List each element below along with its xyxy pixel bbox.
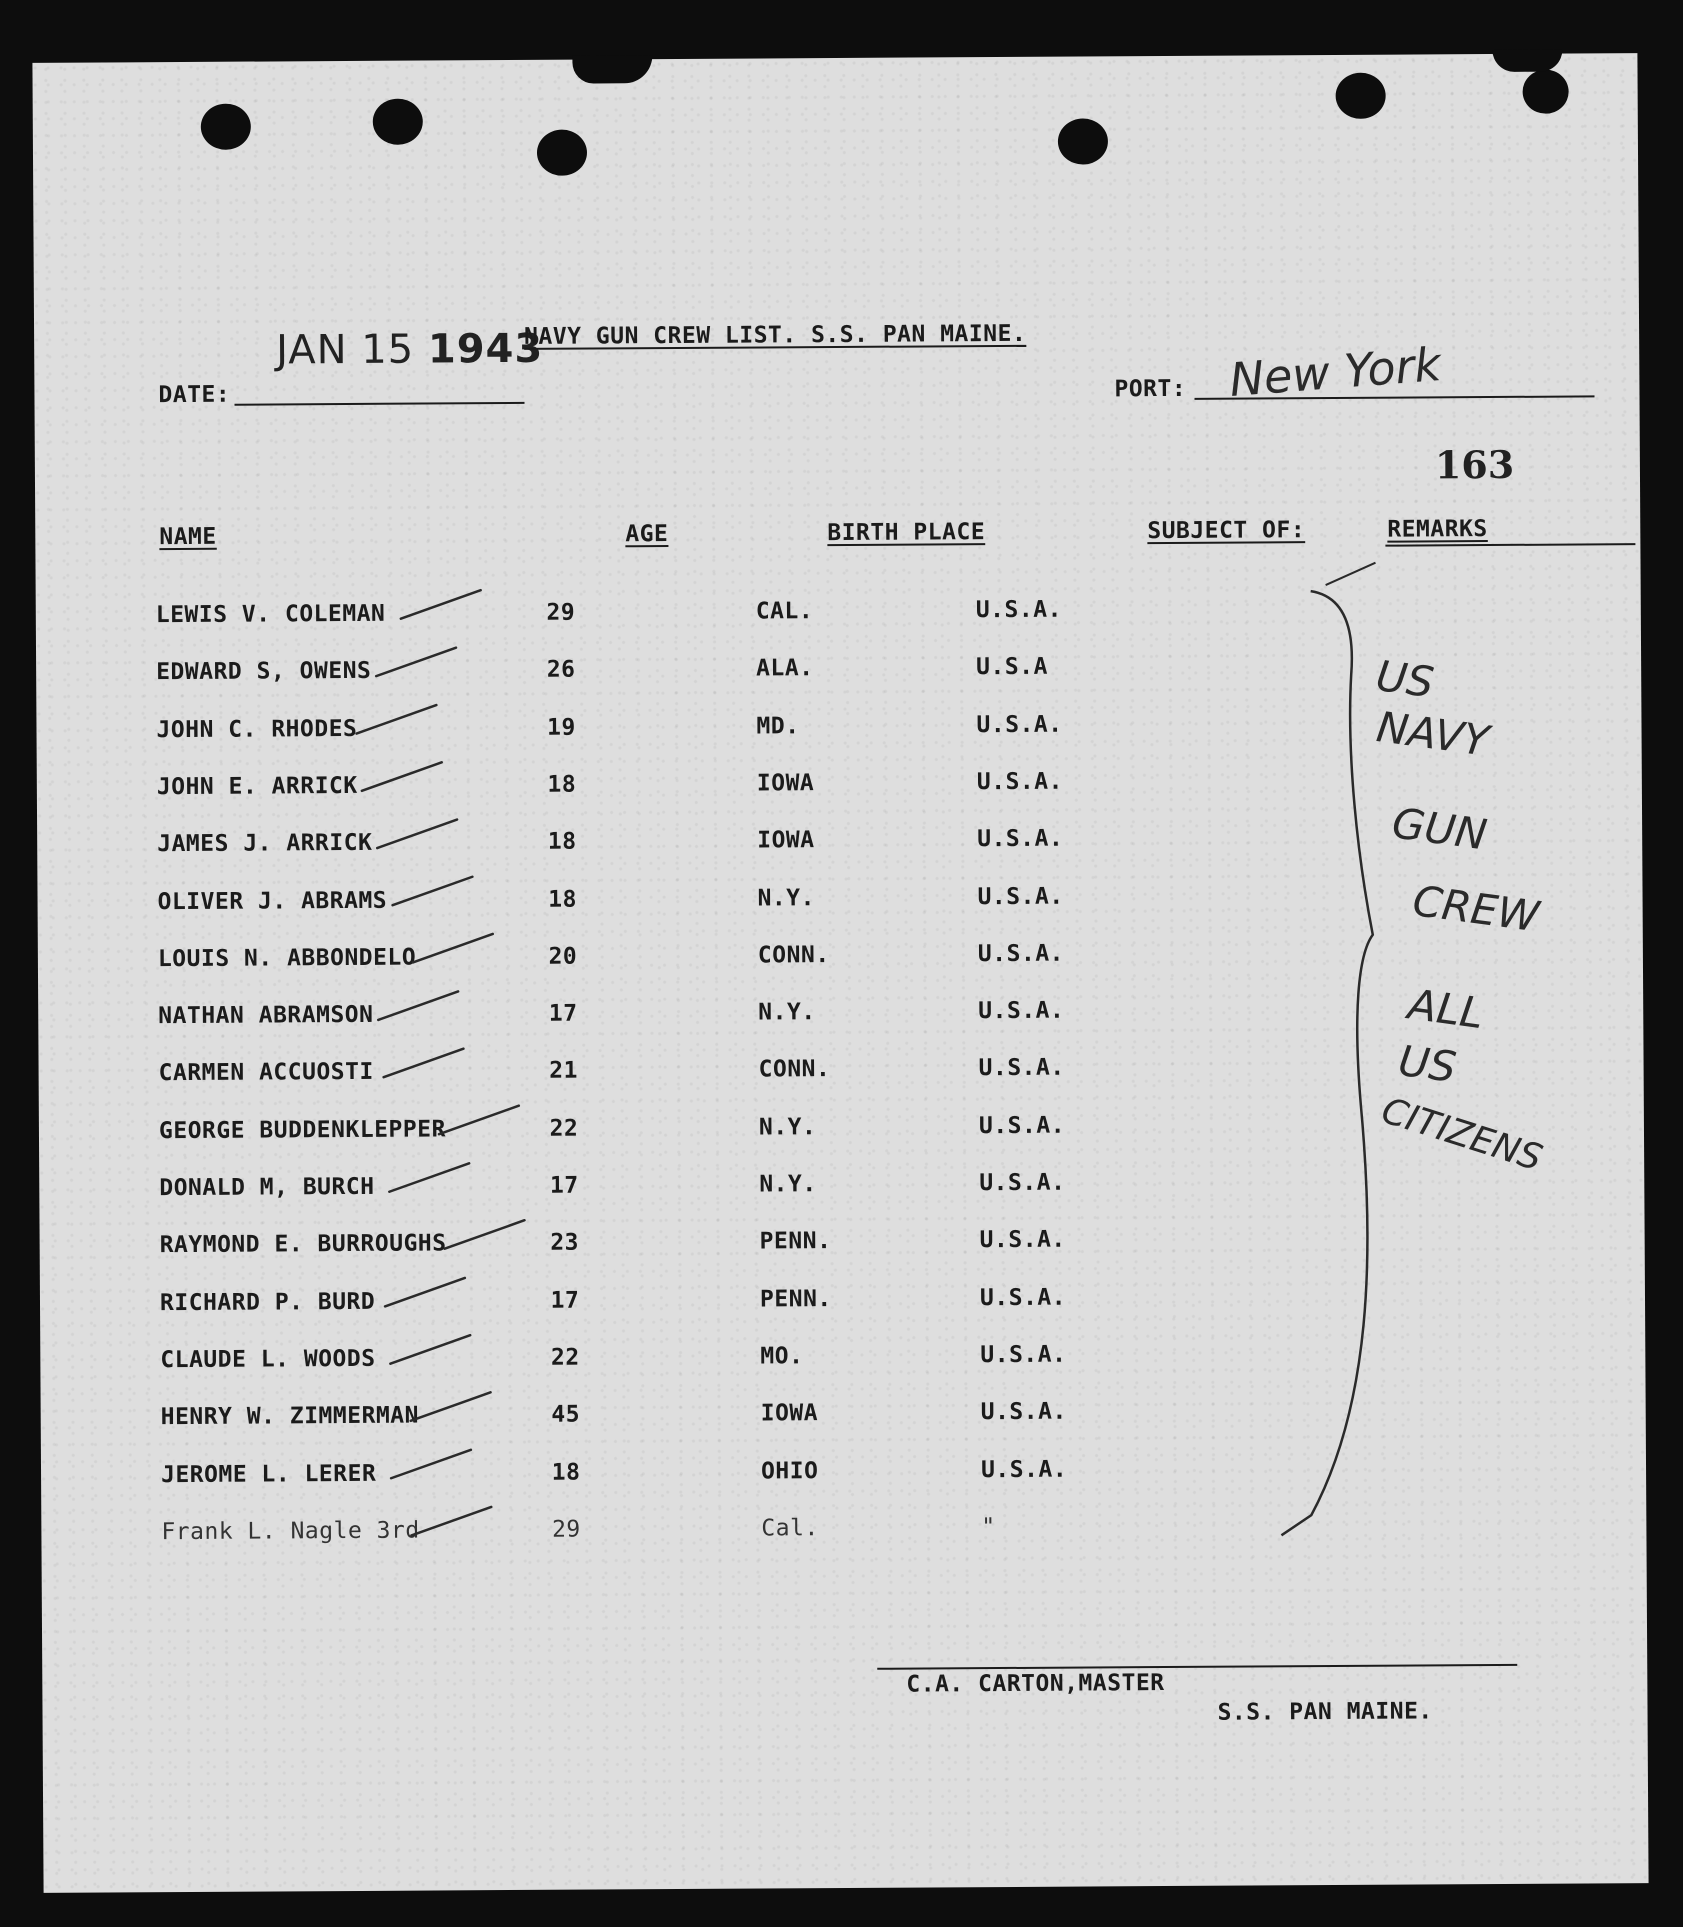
page-number: 163 (1434, 441, 1515, 488)
crew-birth-place: PENN. (759, 1285, 832, 1313)
crew-subject-of: U.S.A (976, 654, 1048, 681)
crew-age: 17 (550, 1287, 580, 1314)
crew-age: 18 (548, 886, 577, 913)
pen-stroke (1326, 563, 1376, 585)
crew-age: 18 (547, 828, 577, 855)
remark-word: CITIZENS (1376, 1090, 1547, 1180)
crew-birth-place: CONN. (757, 941, 830, 969)
tick-mark (445, 1220, 525, 1248)
crew-subject-of: U.S.A. (978, 1055, 1065, 1082)
crew-birth-place: ALA. (756, 655, 814, 682)
crew-name: CARMEN ACCUOSTI (158, 1059, 374, 1087)
crew-birth-place: IOWA (760, 1400, 819, 1427)
crew-age: 17 (548, 1000, 578, 1027)
crew-age: 20 (548, 943, 578, 970)
tick-mark (378, 991, 458, 1019)
tick-mark (401, 590, 481, 618)
date-stamp-year: 1943 (427, 325, 544, 373)
tick-mark (411, 1392, 491, 1420)
crew-subject-of: " (981, 1513, 996, 1540)
tick-mark (390, 1335, 470, 1363)
remark-word: GUN (1389, 798, 1490, 860)
remarks-note (1373, 650, 1600, 1274)
remark-word: ALL (1405, 979, 1487, 1039)
crew-subject-of: U.S.A. (977, 883, 1064, 910)
tick-mark (413, 934, 493, 962)
crew-age: 22 (550, 1344, 580, 1371)
tick-mark (383, 1049, 463, 1077)
tick-mark (439, 1106, 519, 1134)
date-stamp-day: JAN 15 (276, 326, 415, 374)
crew-age: 19 (547, 714, 576, 741)
crew-subject-of: U.S.A. (980, 1456, 1068, 1483)
crew-age: 26 (546, 656, 576, 684)
tick-mark (411, 1507, 491, 1535)
document-page (32, 53, 1648, 1893)
crew-subject-of: U.S.A. (979, 1284, 1067, 1311)
col-name: NAME (159, 523, 217, 551)
tick-mark (356, 705, 436, 733)
crew-name: Frank L. Nagle 3rd (161, 1517, 420, 1545)
crew-birth-place: OHIO (760, 1457, 819, 1484)
crew-birth-place: N.Y. (757, 884, 816, 912)
remark-word: NAVY (1373, 702, 1492, 766)
crew-age: 18 (551, 1459, 581, 1486)
crew-subject-of: U.S.A. (980, 1341, 1067, 1369)
crew-subject-of: U.S.A. (979, 1169, 1066, 1197)
crew-name: JOHN E. ARRICK (156, 772, 358, 801)
tick-mark (377, 820, 457, 848)
crew-subject-of: U.S.A. (978, 1112, 1066, 1139)
crew-name: JOHN C. RHODES (156, 715, 358, 743)
crew-birth-place: N.Y. (758, 999, 816, 1026)
crew-age: 45 (551, 1401, 581, 1428)
crew-age: 22 (549, 1115, 579, 1142)
crew-age: 29 (551, 1516, 581, 1543)
crew-subject-of: U.S.A. (977, 940, 1065, 967)
crew-name: JAMES J. ARRICK (157, 830, 373, 858)
remark-word: US (1395, 1035, 1459, 1093)
tick-mark (376, 648, 456, 676)
crew-name: JEROME L. LERER (160, 1460, 377, 1488)
crew-subject-of: U.S.A. (976, 711, 1063, 738)
tick-mark (385, 1278, 465, 1306)
crew-age: 17 (549, 1172, 579, 1199)
crew-subject-of: U.S.A. (979, 1226, 1066, 1254)
crew-age: 21 (549, 1057, 579, 1085)
col-subject-of: SUBJECT OF: (1147, 517, 1306, 545)
crew-birth-place: IOWA (757, 827, 815, 854)
crew-name: RICHARD P. BURD (159, 1288, 376, 1316)
crew-birth-place: CAL. (755, 598, 814, 625)
crew-subject-of: U.S.A. (978, 997, 1065, 1025)
crew-name: DONALD M, BURCH (159, 1173, 375, 1202)
crew-birth-place: Cal. (761, 1514, 819, 1542)
crew-name: LOUIS N. ABBONDELO (157, 944, 417, 972)
crew-subject-of: U.S.A. (976, 768, 1064, 796)
crew-birth-place: MD. (756, 712, 800, 740)
port-label: PORT: (1114, 375, 1187, 403)
crew-age: 18 (547, 771, 577, 798)
crew-name: EDWARD S, OWENS (156, 658, 372, 686)
date-label: DATE: (158, 381, 231, 409)
crew-birth-place: N.Y. (759, 1171, 817, 1198)
crew-name: RAYMOND E. BURROUGHS (159, 1230, 447, 1259)
crew-name: GEORGE BUDDENKLEPPER (158, 1116, 446, 1144)
port-value: New York (1227, 337, 1443, 407)
col-remarks: REMARKS (1387, 516, 1488, 543)
crew-name: HENRY W. ZIMMERMAN (160, 1402, 420, 1431)
vessel-name: S.S. PAN MAINE. (1217, 1698, 1433, 1726)
crew-birth-place: N.Y. (758, 1113, 817, 1141)
crew-age: 23 (550, 1229, 580, 1257)
document-title: NAVY GUN CREW LIST. S.S. PAN MAINE. (524, 320, 1027, 350)
master-signature: C.A. CARTON,MASTER (906, 1670, 1165, 1698)
crew-name: CLAUDE L. WOODS (160, 1345, 376, 1374)
crew-birth-place: CONN. (758, 1056, 831, 1083)
tick-mark (362, 762, 442, 790)
crew-subject-of: U.S.A. (975, 596, 1062, 624)
crew-name: OLIVER J. ABRAMS (157, 887, 388, 915)
crew-birth-place: MO. (760, 1343, 804, 1370)
bracket-mark (1276, 591, 1377, 1536)
col-age: AGE (625, 521, 669, 548)
crew-birth-place: IOWA (756, 770, 815, 797)
tick-mark (391, 1450, 471, 1478)
crew-name: LEWIS V. COLEMAN (155, 600, 386, 629)
crew-name: NATHAN ABRAMSON (158, 1001, 374, 1030)
crew-subject-of: U.S.A. (977, 825, 1064, 853)
crew-subject-of: U.S.A. (980, 1398, 1067, 1426)
remark-word: US (1373, 650, 1437, 708)
tick-mark (389, 1163, 469, 1191)
remark-word: CREW (1409, 875, 1542, 942)
crew-birth-place: PENN. (759, 1228, 832, 1255)
tick-mark (392, 877, 472, 905)
crew-age: 29 (546, 599, 576, 626)
col-birth-place: BIRTH PLACE (827, 519, 986, 547)
